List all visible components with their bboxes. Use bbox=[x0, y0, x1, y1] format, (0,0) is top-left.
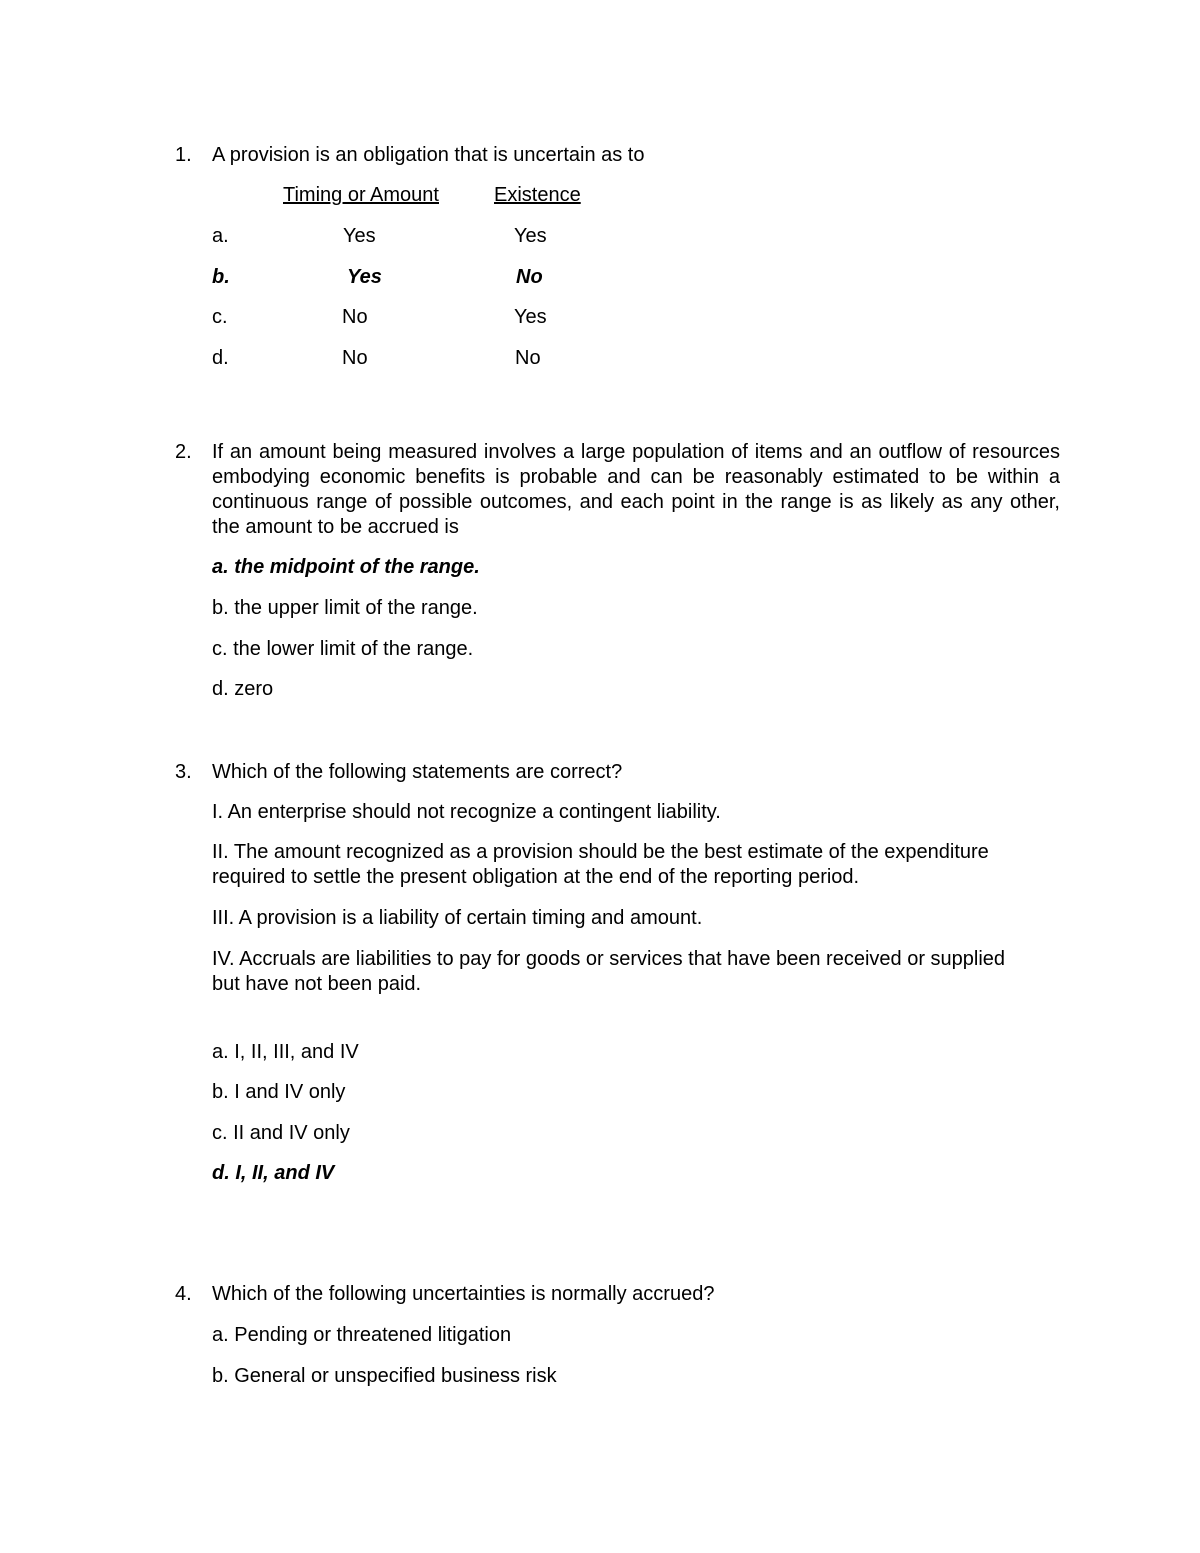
option: b. the upper limit of the range. bbox=[212, 597, 478, 619]
option-letter: c. bbox=[212, 306, 228, 328]
question-stem: Which of the following uncertainties is normally accrued? bbox=[212, 1283, 715, 1305]
option: d. zero bbox=[212, 678, 274, 700]
column-header-existence: Existence bbox=[494, 184, 581, 206]
option: b. I and IV only bbox=[212, 1081, 346, 1103]
option-letter: b. bbox=[212, 266, 230, 288]
column-header-timing: Timing or Amount bbox=[283, 184, 439, 206]
option-letter: d. bbox=[212, 347, 229, 369]
timing-value: Yes bbox=[347, 266, 382, 288]
timing-value: Yes bbox=[343, 225, 376, 247]
option: a. I, II, III, and IV bbox=[212, 1041, 359, 1063]
option: c. II and IV only bbox=[212, 1122, 350, 1144]
existence-value: Yes bbox=[514, 225, 547, 247]
statement: II. The amount recognized as a provision should be the best estimate of the expenditure required to settle the present obligation at the end of the reporting period. bbox=[212, 841, 989, 888]
statement: IV. Accruals are liabilities to pay for goods or services that have been received or supplied but have not been paid. bbox=[212, 948, 1006, 995]
statement: I. An enterprise should not recognize a contingent liability. bbox=[212, 801, 721, 823]
question-number: 4. bbox=[175, 1283, 192, 1305]
option-correct: a. the midpoint of the range. bbox=[212, 556, 480, 578]
option: a. Pending or threatened litigation bbox=[212, 1324, 512, 1346]
option-correct: d. I, II, and IV bbox=[212, 1162, 335, 1184]
existence-value: No bbox=[515, 347, 541, 369]
existence-value: Yes bbox=[514, 306, 547, 328]
timing-value: No bbox=[342, 347, 368, 369]
statement: III. A provision is a liability of certain timing and amount. bbox=[212, 907, 703, 929]
option: c. the lower limit of the range. bbox=[212, 638, 474, 660]
question-stem: If an amount being measured involves a large population of items and an outflow of resources embodying economic benefits is probable and can be reasonably estimated to be within a continuous range of possible outcomes, and each point in the range is as likely as any other, the amount to be accrued is bbox=[212, 441, 1060, 538]
option: b. General or unspecified business risk bbox=[212, 1365, 557, 1387]
question-stem: A provision is an obligation that is uncertain as to bbox=[212, 144, 645, 166]
question-stem: Which of the following statements are correct? bbox=[212, 761, 623, 783]
existence-value: No bbox=[516, 266, 543, 288]
question-number: 1. bbox=[175, 144, 192, 166]
option-letter: a. bbox=[212, 225, 229, 247]
question-number: 3. bbox=[175, 761, 192, 783]
timing-value: No bbox=[342, 306, 368, 328]
question-number: 2. bbox=[175, 441, 192, 463]
